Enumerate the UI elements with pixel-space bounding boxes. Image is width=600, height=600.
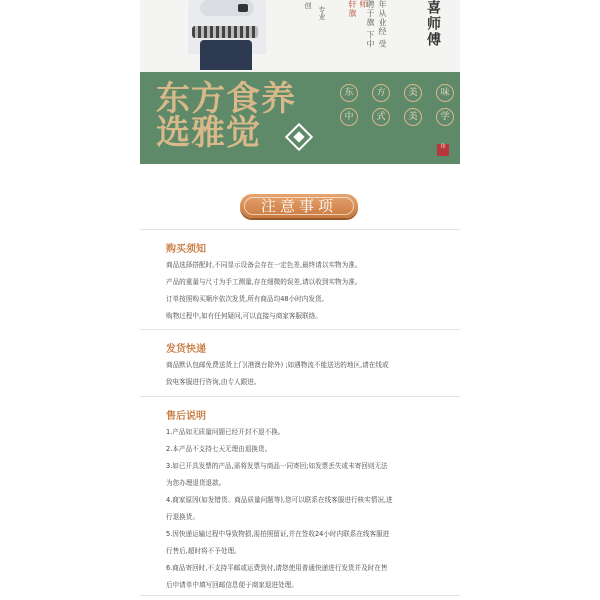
chef-name: 喜师傅	[425, 0, 441, 48]
purchase-line: 商品选择搭配时,不同显示设备会存在一定色差,最终请以实物为准。	[166, 261, 362, 269]
chef-intro-text: 年从业经 受聘于旗 下中	[366, 0, 387, 49]
aftersale-line: 6.商品寄回时,不支持平邮或运费到付,请您使用普通快递进行发货并及时在售	[166, 564, 388, 572]
red-seal-stamp: 印	[437, 144, 449, 156]
banner-title-line-2: 选雅觉	[156, 113, 261, 153]
aftersale-line: 5.因快递运输过程中导致物损,需拍照留证,并在签收24小时内联系在线客服进	[166, 530, 390, 538]
circle-char: 东	[340, 84, 358, 102]
circle-char: 式	[372, 108, 390, 126]
diamond-icon	[286, 124, 312, 150]
chef-caption-1: 创	[304, 2, 312, 9]
circle-char: 方	[372, 84, 390, 102]
section-title-shipping: 发货快递	[166, 344, 206, 355]
circle-char: 美	[404, 84, 422, 102]
notice-heading-label: 注意事项	[260, 197, 337, 215]
chef-photo	[178, 0, 274, 72]
chef-intro-red-2: 轩旗	[348, 0, 357, 18]
divider	[140, 595, 460, 596]
purchase-line: 购物过程中,如有任何疑问,可以直接与商家客服联络。	[166, 312, 322, 320]
divider	[140, 329, 460, 330]
purchase-line: 产品的重量与尺寸为手工测量,存在细微的误差,请以收到实物为准。	[166, 278, 362, 286]
aftersale-line: 行退换货。	[166, 513, 199, 521]
chef-caption-2: 专业	[318, 6, 326, 20]
aftersale-line: 4.商家原因(如发错货、商品质量问题等),您可以联系在线客服进行核实情况,进	[166, 496, 393, 504]
banner-title-line-1: 东方食养	[156, 79, 296, 119]
divider	[140, 396, 460, 397]
aftersale-line: 2.本产品不支持七天无理由退换货。	[166, 445, 272, 453]
circle-char: 中	[340, 108, 358, 126]
shipping-line: 致电客服进行咨询,由专人跟进。	[166, 378, 261, 386]
circle-char: 味	[436, 84, 454, 102]
aftersale-line: 为您办理退货退款。	[166, 479, 226, 487]
promo-banner	[140, 72, 460, 164]
purchase-line: 订单按照购买顺序依次发货,所有商品均48小时内发货。	[166, 295, 329, 303]
aftersale-line: 1.产品如无质量问题已经开封不退不换。	[166, 428, 285, 436]
aftersale-line: 后申请单中填写回邮信息便于商家退进处理。	[166, 581, 298, 589]
banner-title	[156, 79, 296, 153]
divider	[140, 229, 460, 230]
chef-photo-band	[140, 0, 460, 72]
circle-char: 美	[404, 108, 422, 126]
aftersale-line: 3.如已开具发票的产品,需将发票与商品一同寄回;如发票丢失或未寄回则无法	[166, 462, 388, 470]
aftersale-line: 行售后,超时将不予处理。	[166, 547, 241, 555]
section-title-aftersale: 售后说明	[166, 411, 206, 422]
circle-char: 学	[436, 108, 454, 126]
section-title-purchase: 购买须知	[166, 244, 206, 255]
chef-intro-red: 师	[359, 0, 368, 9]
notice-heading	[240, 194, 358, 218]
shipping-line: 商品默认包邮免费送货上门(港澳台除外) ;如遇物流不能送达的地区,请在线或	[166, 361, 389, 369]
